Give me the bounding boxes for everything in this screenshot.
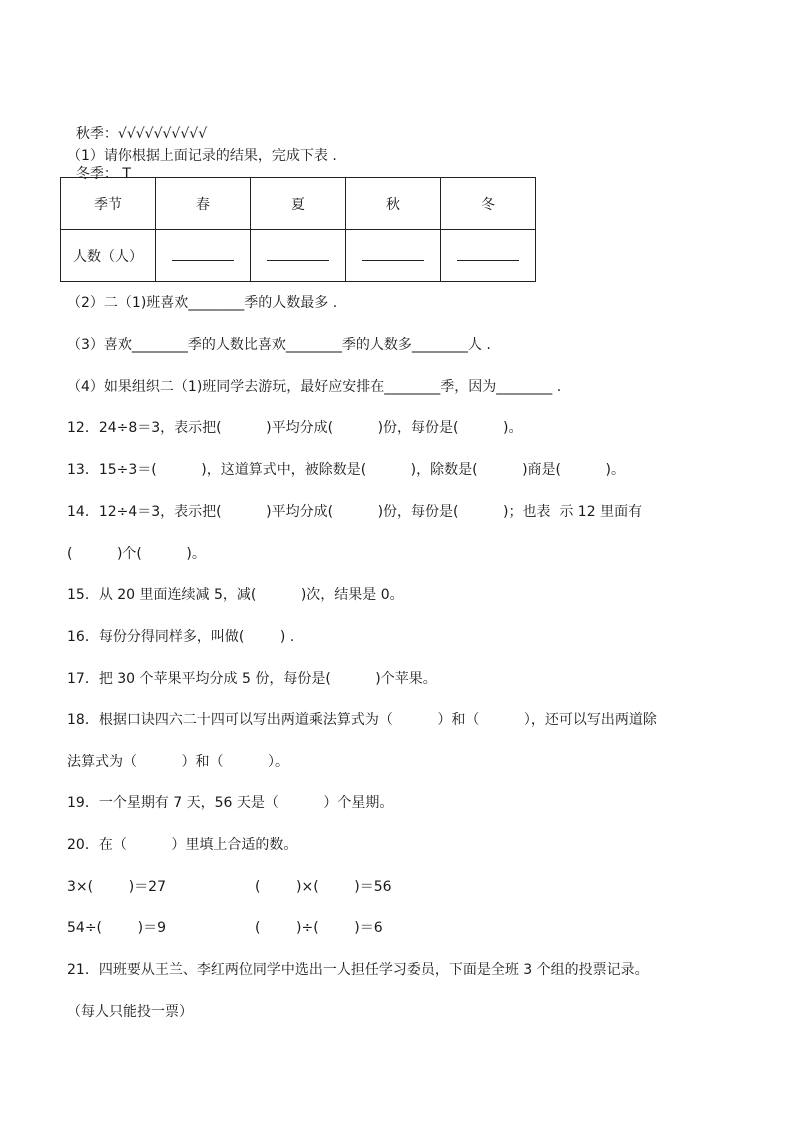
blank-cell[interactable]: [346, 230, 441, 282]
question-line: （4）如果组织二（1)班同学去游玩，最好应安排在________季，因为________ .: [67, 379, 562, 395]
header-line: [67, 104, 207, 184]
question-line: ( )个( )。: [67, 546, 206, 562]
season-table: [60, 177, 536, 282]
question-line: 3×( )＝27 ( )×( )＝56: [67, 879, 392, 895]
question-line: 17．把 30 个苹果平均分成 5 份，每份是( )个苹果。: [67, 671, 437, 687]
answer-blank[interactable]: [267, 246, 329, 261]
table-header-cell: 季节: [61, 178, 156, 230]
question-line: 15．从 20 里面连续减 5，减( )次，结果是 0。: [67, 587, 404, 603]
question-line: 14．12÷4＝3，表示把( )平均分成( )份，每份是( )；也表 示 12 里面有: [67, 504, 643, 520]
blank-cell[interactable]: [441, 230, 536, 282]
answer-blank[interactable]: [457, 246, 519, 261]
question-line: 法算式为（ ）和（ ）。: [67, 754, 290, 770]
question-line: 16．每份分得同样多，叫做( ) .: [67, 629, 295, 645]
blank-cell[interactable]: [251, 230, 346, 282]
question-line: 54÷( )＝9 ( )÷( )＝6: [67, 920, 383, 936]
question-line: 12．24÷8＝3，表示把( )平均分成( )份，每份是( )。: [67, 420, 523, 436]
table-header-cell: 秋: [346, 178, 441, 230]
answer-blank[interactable]: [362, 246, 424, 261]
table-header-cell: 夏: [251, 178, 346, 230]
question-line: 13．15÷3＝( )，这道算式中，被除数是( )，除数是( )商是( )。: [67, 462, 625, 478]
table-header-cell: 春: [156, 178, 251, 230]
blank-cell[interactable]: [156, 230, 251, 282]
table-row: [61, 230, 536, 282]
question-line: 18．根据口诀四六二十四可以写出两道乘法算式为（ ）和（ ），还可以写出两道除: [67, 712, 657, 728]
question-line: 19．一个星期有 7 天，56 天是（ ）个星期。: [67, 795, 394, 811]
answer-blank[interactable]: [172, 246, 234, 261]
question-line: 20．在（ ）里填上合适的数。: [67, 837, 298, 853]
question-line: （2）二（1)班喜欢________季的人数最多 .: [67, 295, 338, 311]
autumn-tally: 秋季：√√√√√√√√√√: [75, 126, 208, 142]
question-line: （每人只能投一票）: [67, 1004, 193, 1020]
question-line: （3）喜欢________季的人数比喜欢________季的人数多________人 .: [67, 337, 491, 353]
row-label: 人数（人）: [61, 230, 156, 282]
table-header-cell: 冬: [441, 178, 536, 230]
question-line: 21．四班要从王兰、李红两位同学中选出一人担任学习委员，下面是全班 3 个组的投票记录。: [67, 962, 649, 978]
table-header-row: [61, 178, 536, 230]
winter-tally: 冬季： 𝖳: [75, 166, 131, 182]
q1-prompt: （1）请你根据上面记录的结果，完成下表 .: [67, 148, 337, 164]
